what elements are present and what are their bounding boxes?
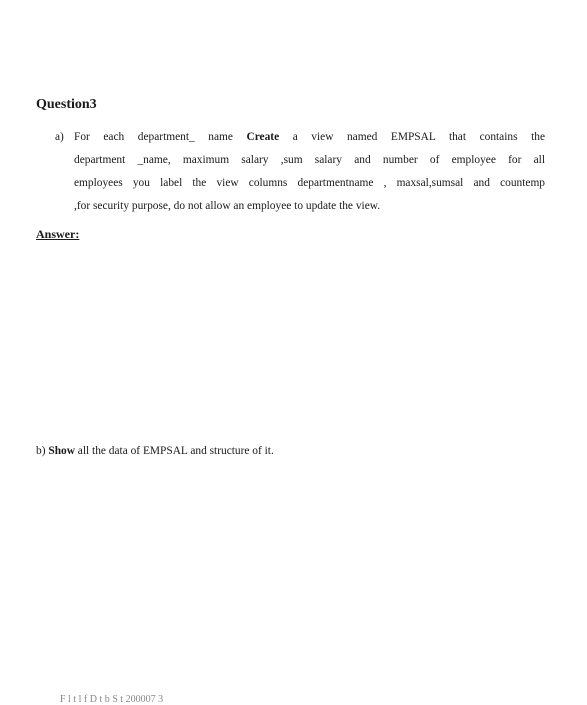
part-a-line-4: ,for security purpose, do not allow an employee to update the view. (74, 200, 381, 212)
part-a-create-keyword: Create (246, 131, 280, 143)
part-a-line-1-tail: a view named EMPSAL that contains the (279, 131, 545, 143)
part-a-marker: a) (55, 131, 64, 143)
part-a-body (74, 126, 545, 218)
part-a-line-3: employees you label the view columns departmentname , maxsal,sumsal and countemp (74, 177, 545, 189)
question-part-b (36, 445, 274, 457)
part-b-text: all the data of EMPSAL and structure of it. (74, 445, 274, 457)
question-title: Question3 (36, 97, 97, 112)
footer-text: F l t l f D t b S t 200007 3 (60, 694, 164, 705)
answer-label: Answer: (36, 227, 80, 241)
part-b-show-keyword: Show (48, 445, 75, 457)
question-part-a (55, 126, 545, 218)
part-a-line-1-text: For each department_ name (74, 131, 247, 143)
part-a-line-2: department _name, maximum salary ,sum salary and number of employee for all (74, 154, 545, 166)
part-a-line-1 (74, 126, 545, 149)
part-b-marker: b) (36, 445, 46, 457)
